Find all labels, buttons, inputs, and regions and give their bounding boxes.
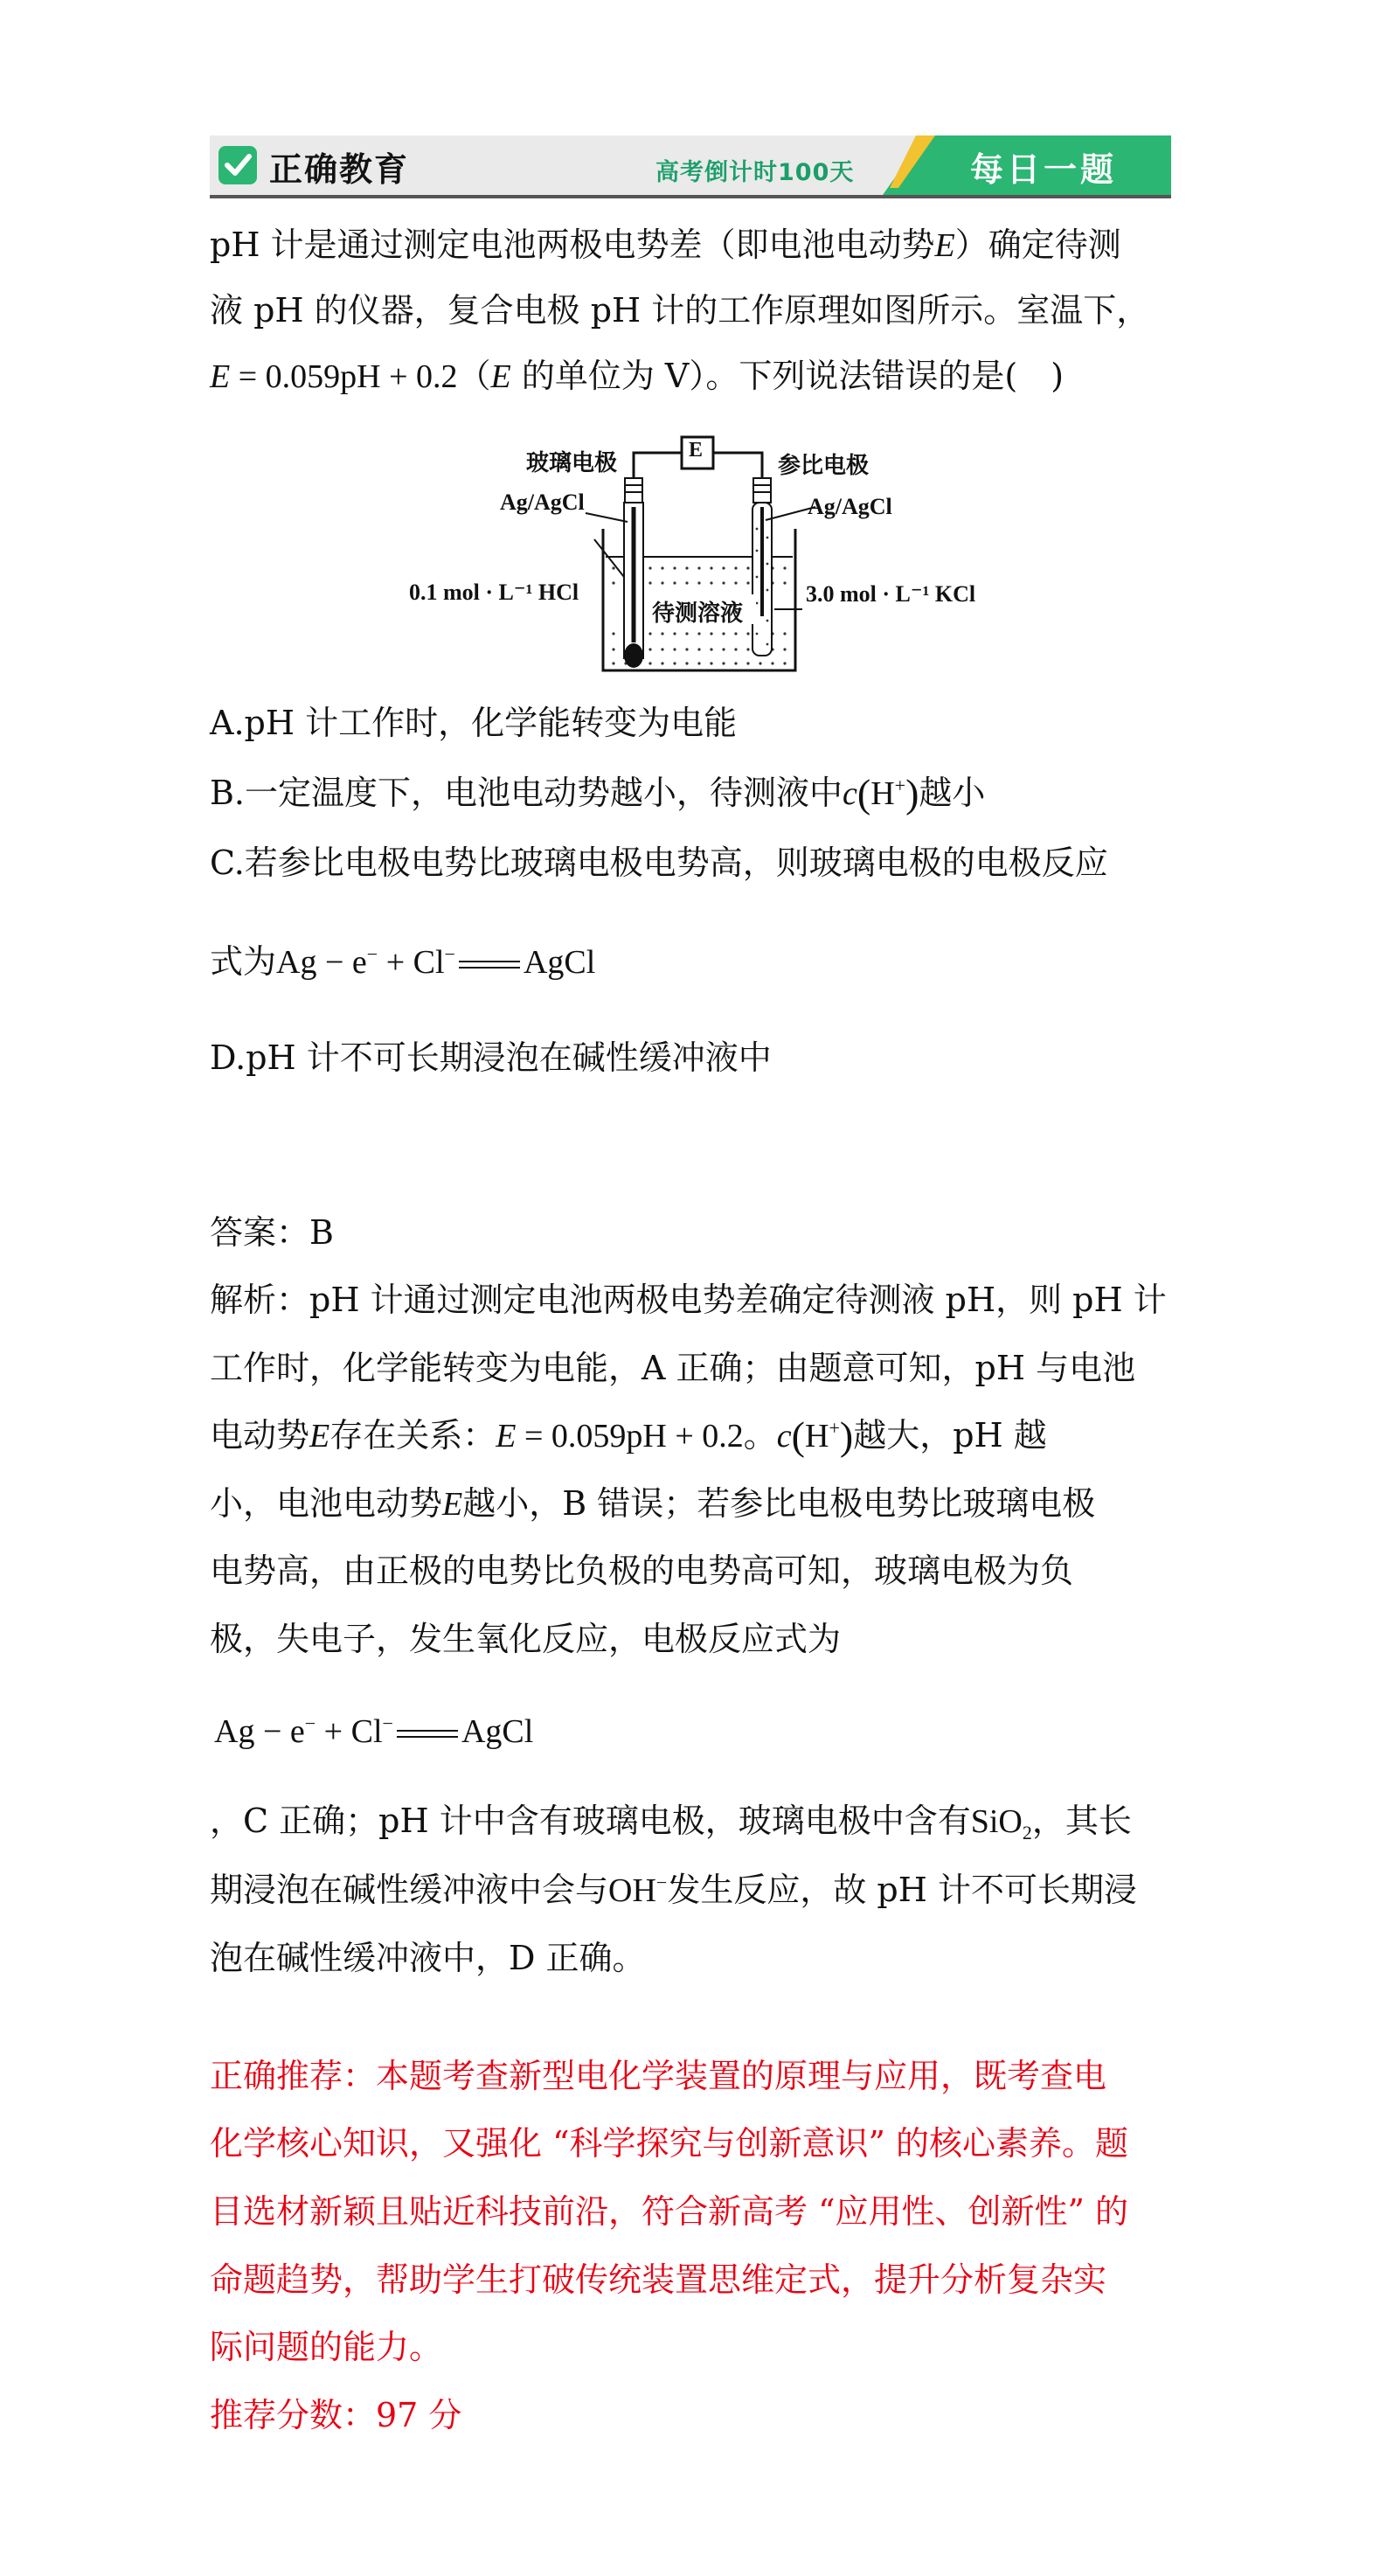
recommend-line-4: 命题趋势，帮助学生打破传统装置思维定式，提升分析复杂实 [210, 2260, 1107, 2299]
hydrogen-ion: H [870, 775, 895, 812]
charge-superscript: − [655, 1871, 668, 1893]
emf-symbol: E [309, 1418, 330, 1455]
analysis-line-6: 极，失电子，发生氧化反应，电极反应式为 [210, 1620, 842, 1658]
option-d: D.pH 计不可长期浸泡在碱性缓冲液中 [210, 1038, 772, 1077]
analysis-line-4 [210, 1482, 1095, 1526]
option-text: 式为 [210, 942, 277, 981]
charge-superscript: + [829, 1417, 840, 1439]
daily-question-label: 每日一题 [970, 150, 1118, 189]
recommend-line-1: 正确推荐：本题考查新型电化学装置的原理与应用，既考查电 [210, 2057, 1107, 2095]
equals-sign [397, 1729, 458, 1739]
header-banner [210, 135, 1171, 198]
banner-divider [210, 195, 1171, 198]
analysis-text: 越大，pH 越 [853, 1416, 1047, 1455]
analysis-text: ，C 正确；pH 计中含有玻璃电极，玻璃电极中含有 [210, 1802, 971, 1840]
hydroxide-formula: OH [608, 1872, 656, 1909]
option-text: 越小 [919, 774, 986, 812]
emf-meter-label: E [689, 439, 704, 462]
equation-right: AgCl [523, 944, 596, 981]
equation-left: Ag − e [276, 944, 367, 981]
question-line-2: 液 pH 的仪器，复合电极 pH 计的工作原理如图所示。室温下， [210, 291, 1150, 330]
analysis-text: 电动势 [210, 1416, 310, 1455]
recommend-line-2: 化学核心知识，又强化 “科学探究与创新意识” 的核心素养。题 [210, 2124, 1129, 2163]
reference-electrode-label: 参比电极 [778, 453, 870, 478]
recommend-line-5: 际问题的能力。 [210, 2328, 443, 2366]
equation-chloride: + Cl [378, 944, 445, 981]
hydrogen-ion: H [805, 1418, 829, 1455]
concentration-symbol: c [843, 775, 857, 812]
question-line-3 [210, 354, 1064, 399]
analysis-line-3: 电动势E存在关系：E = 0.059pH + 0.2。c(H+)越大，pH 越 [210, 1413, 1047, 1458]
emf-symbol: E [442, 1486, 463, 1523]
test-solution-label: 待测溶液 [652, 601, 744, 626]
hcl-solution-label: 0.1 mol · L⁻¹ HCl [409, 580, 579, 605]
analysis-line-1: 解析：pH 计通过测定电池两极电势差确定待测液 pH，则 pH 计 [210, 1281, 1167, 1319]
emf-symbol: E [934, 227, 955, 264]
emf-formula: = 0.059pH + 0.2 [230, 358, 458, 395]
answer-label: 答案：B [210, 1213, 334, 1252]
glass-electrode-label: 玻璃电极 [526, 450, 618, 476]
ph-meter-diagram [393, 424, 996, 686]
charge-superscript: + [894, 774, 906, 796]
charge-superscript: − [382, 1712, 393, 1734]
option-a: A.pH 计工作时，化学能转变为电能 [210, 704, 738, 742]
analysis-line-9 [210, 1868, 1137, 1913]
left-agagcl-label: Ag/AgCl [500, 490, 585, 515]
kcl-solution-label: 3.0 mol · L⁻¹ KCl [806, 581, 976, 607]
question-text: pH 计是通过测定电池两极电势差（即电池电动势 [210, 226, 935, 264]
silica-formula: SiO [970, 1803, 1023, 1840]
equation-chloride: + Cl [316, 1713, 383, 1750]
charge-superscript: − [366, 943, 378, 965]
right-agagcl-label: Ag/AgCl [808, 494, 892, 519]
analysis-line-2: 工作时，化学能转变为电能，A 正确；由题意可知，pH 与电池 [210, 1349, 1136, 1387]
analysis-text: 。 [743, 1416, 777, 1455]
checkmark-icon [218, 146, 257, 184]
question-text: ）确定待测 [954, 226, 1121, 264]
charge-superscript: − [304, 1712, 316, 1734]
analysis-line-8 [210, 1799, 1132, 1843]
analysis-text: 越小，B 错误；若参比电极电势比玻璃电极 [462, 1484, 1096, 1523]
formula-subscript: 2 [1022, 1822, 1032, 1843]
analysis-text: 发生反应，故 pH 计不可长期浸 [667, 1871, 1137, 1909]
analysis-text: 存在关系： [329, 1416, 496, 1455]
emf-symbol: E [210, 358, 231, 395]
charge-superscript: − [444, 943, 455, 965]
equation-left: Ag − e [214, 1713, 305, 1750]
brand-name: 正确教育 [269, 150, 410, 189]
analysis-text: 小，电池电动势 [210, 1484, 443, 1523]
analysis-line-5: 电势高，由正极的电势比负极的电势高可知，玻璃电极为负 [210, 1552, 1074, 1590]
option-c-line-1: C.若参比电极电势比玻璃电极电势高，则玻璃电极的电极反应 [210, 844, 1108, 882]
recommend-score: 推荐分数：97 分 [210, 2396, 462, 2434]
analysis-line-10: 泡在碱性缓冲液中，D 正确。 [210, 1939, 646, 1977]
question-line-1 [210, 223, 1121, 267]
analysis-text: ，其长 [1031, 1802, 1132, 1840]
option-b: B.一定温度下，电池电动势越小，待测液中c(H+)越小 [210, 771, 986, 816]
emf-symbol: E [490, 358, 511, 395]
analysis-text: 期浸泡在碱性缓冲液中会与 [210, 1871, 609, 1909]
analysis-equation [214, 1709, 533, 1753]
question-text: 的单位为 V）。下列说法错误的是( ) [510, 357, 1065, 395]
countdown-text: 高考倒计时100天 [655, 159, 855, 186]
emf-symbol: E [496, 1418, 517, 1455]
question-text: （ [457, 357, 491, 395]
option-c-line-2 [210, 940, 595, 984]
emf-formula: = 0.059pH + 0.2 [516, 1418, 744, 1455]
equals-sign [459, 960, 520, 970]
equation-right: AgCl [461, 1713, 534, 1750]
concentration-symbol: c [776, 1418, 792, 1455]
recommend-line-3: 目选材新颖且贴近科技前沿，符合新高考 “应用性、创新性” 的 [210, 2192, 1129, 2231]
option-text: B.一定温度下，电池电动势越小，待测液中 [210, 774, 843, 812]
